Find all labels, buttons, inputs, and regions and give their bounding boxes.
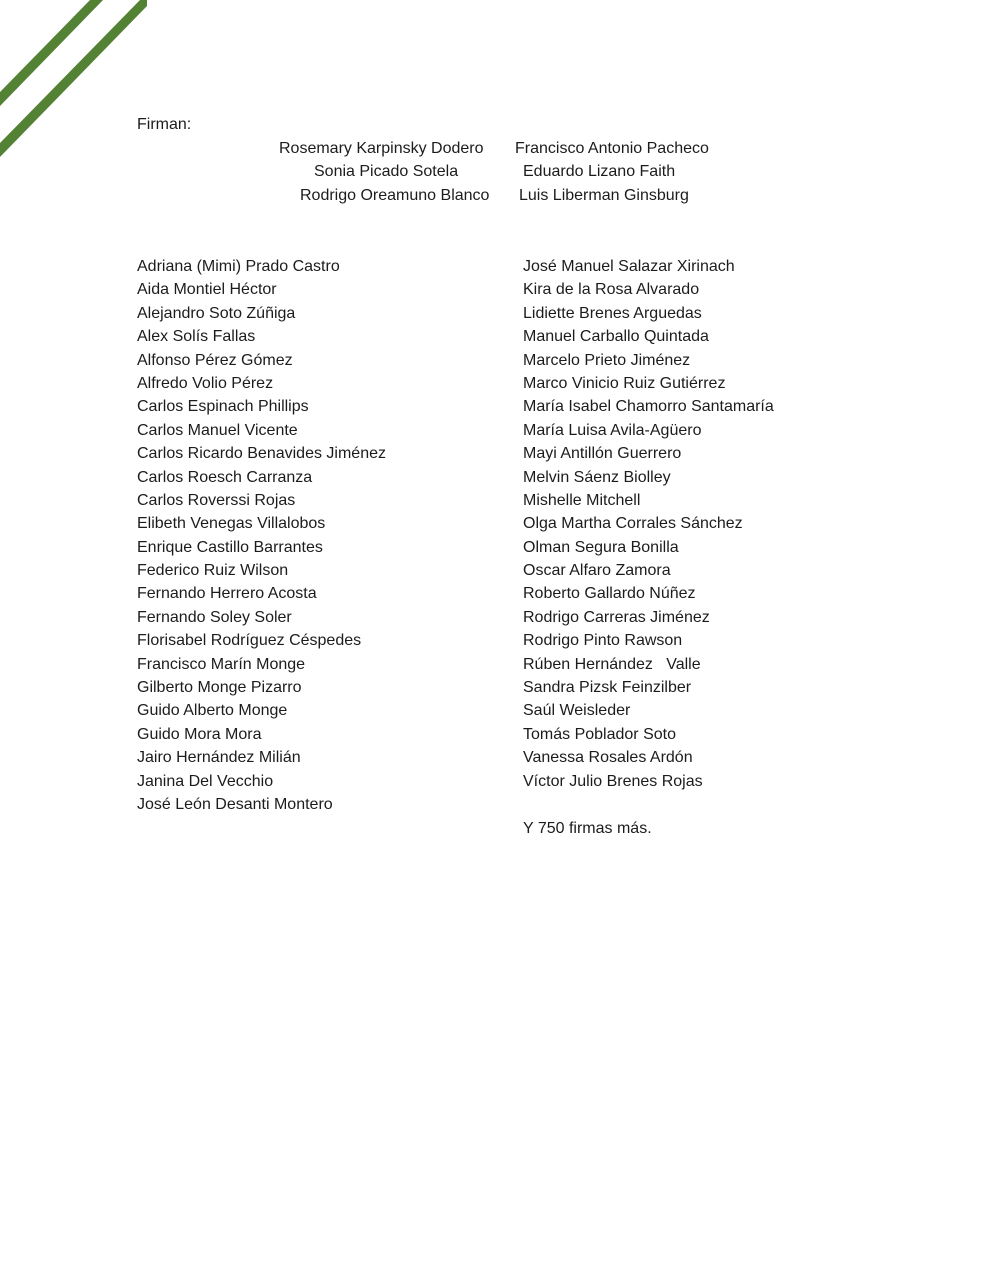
signer-name: Rodrigo Carreras Jiménez [523, 608, 710, 626]
signer-name: Alex Solís Fallas [137, 328, 256, 346]
signer-name: Rúben Hernández Valle [523, 655, 701, 673]
signer-name: Adriana (Mimi) Prado Castro [137, 258, 340, 275]
signer-name: Sandra Pizsk Feinzilber [523, 679, 692, 697]
signer-name: Oscar Alfaro Zamora [523, 562, 671, 580]
signer-name: Alejandro Soto Zúñiga [137, 304, 296, 322]
signer-name: Francisco Marín Monge [137, 655, 306, 673]
signer-name: Alfredo Volio Pérez [137, 374, 274, 392]
signer-name: Carlos Manuel Vicente [137, 421, 298, 439]
signer-name: Saúl Weisleder [523, 702, 631, 720]
signer-name: Mayi Antillón Guerrero [523, 445, 682, 463]
signer-name: Alfonso Pérez Gómez [137, 351, 293, 369]
signer-name: Janina Del Vecchio [137, 772, 274, 790]
signer-name: José León Desanti Montero [137, 795, 333, 813]
signer-name: María Isabel Chamorro Santamaría [523, 398, 774, 416]
signer-name: Mishelle Mitchell [523, 491, 641, 509]
additional-signatures-note: Y 750 firmas más. [523, 820, 652, 837]
lead-signer: Eduardo Lizano Faith [523, 163, 676, 180]
signer-name: Vanessa Rosales Ardón [523, 749, 693, 767]
signer-name: María Luisa Avila-Agüero [523, 421, 702, 439]
signer-name: Enrique Castillo Barrantes [137, 538, 323, 556]
signer-name: Kira de la Rosa Alvarado [523, 281, 700, 299]
signers-list-left [137, 255, 386, 816]
signer-name: Lidiette Brenes Arguedas [523, 304, 702, 322]
signer-name: Olga Martha Corrales Sánchez [523, 515, 743, 533]
lead-signer: Sonia Picado Sotela [314, 163, 459, 180]
signer-name: Roberto Gallardo Núñez [523, 585, 696, 603]
signer-name: Fernando Herrero Acosta [137, 585, 317, 603]
signer-name: Guido Alberto Monge [137, 702, 288, 720]
signer-name: Manuel Carballo Quintada [523, 328, 709, 346]
lead-signer: Luis Liberman Ginsburg [519, 187, 689, 204]
signer-name: Carlos Roesch Carranza [137, 468, 313, 486]
signers-list-right [523, 255, 774, 793]
signer-name: Elibeth Venegas Villalobos [137, 515, 326, 533]
signer-name: Olman Segura Bonilla [523, 538, 679, 556]
signer-name: Aida Montiel Héctor [137, 281, 277, 299]
signer-name: Tomás Poblador Soto [523, 725, 676, 743]
signer-name: Federico Ruiz Wilson [137, 562, 289, 580]
signer-name: Carlos Espinach Phillips [137, 398, 309, 416]
signer-name: Carlos Ricardo Benavides Jiménez [137, 445, 386, 463]
signer-name: José Manuel Salazar Xirinach [523, 258, 735, 275]
lead-signer: Rodrigo Oreamuno Blanco [300, 187, 490, 204]
signer-name: Melvin Sáenz Biolley [523, 468, 671, 486]
lead-signer: Francisco Antonio Pacheco [515, 140, 709, 157]
signer-name: Rodrigo Pinto Rawson [523, 632, 683, 650]
signer-name: Jairo Hernández Milián [137, 749, 301, 767]
signatories-heading: Firman: [137, 116, 192, 133]
signer-name: Guido Mora Mora [137, 725, 262, 743]
signer-name: Gilberto Monge Pizarro [137, 679, 302, 697]
signer-name: Víctor Julio Brenes Rojas [523, 772, 703, 790]
signer-name: Carlos Roverssi Rojas [137, 491, 296, 509]
signer-name: Marcelo Prieto Jiménez [523, 351, 691, 369]
corner-stripes-decoration [0, 0, 150, 160]
signer-name: Marco Vinicio Ruiz Gutiérrez [523, 374, 726, 392]
signer-name: Fernando Soley Soler [137, 608, 292, 626]
signer-name: Florisabel Rodríguez Céspedes [137, 632, 362, 650]
lead-signer: Rosemary Karpinsky Dodero [279, 140, 484, 157]
